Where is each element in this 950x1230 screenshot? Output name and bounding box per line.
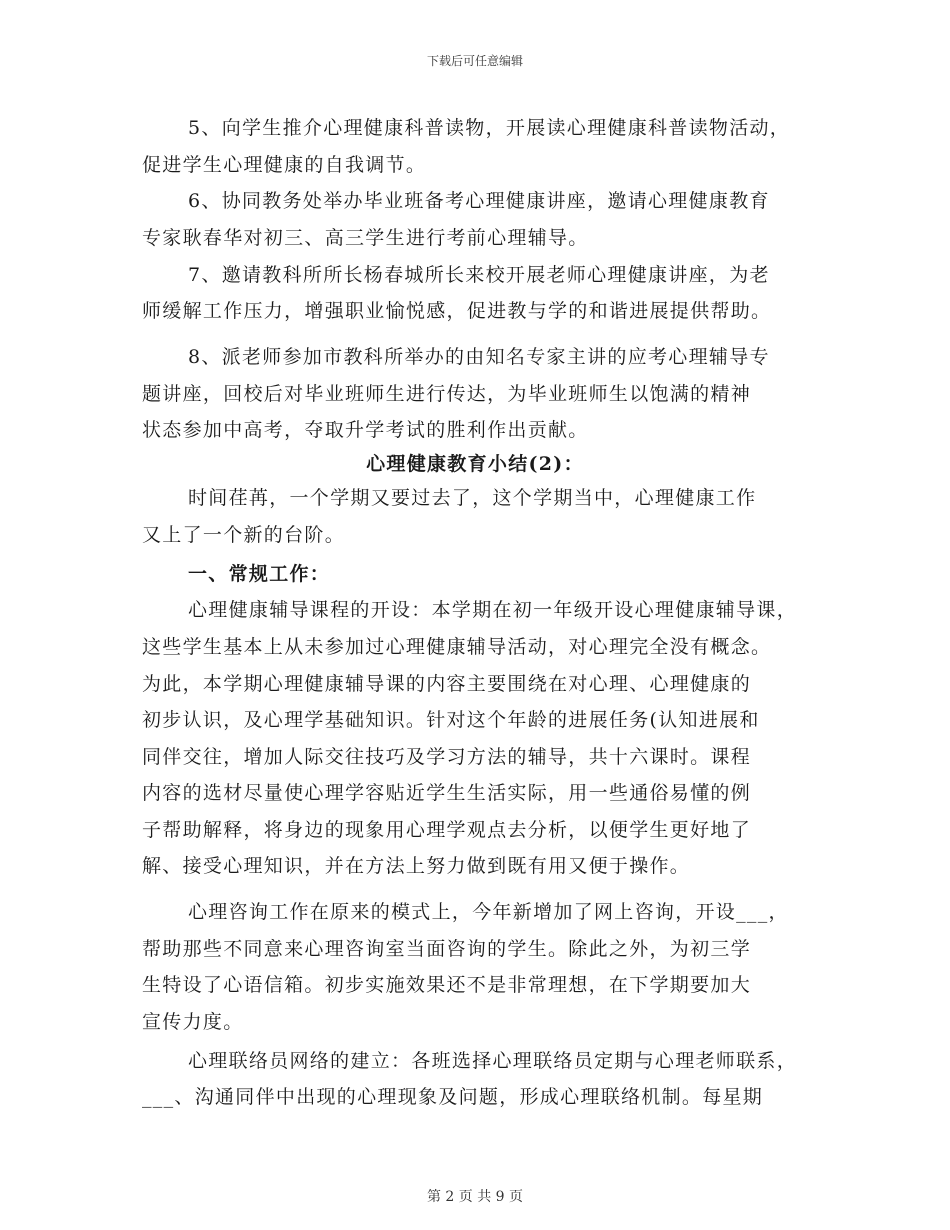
text-line: 又上了一个新的台阶。 <box>142 524 346 546</box>
section-title: 心理健康教育小结(2)： <box>366 453 584 475</box>
text-line: 这些学生基本上从未参加过心理健康辅导活动，对心理完全没有概念。 <box>142 636 772 658</box>
text-line: 帮助那些不同意来心理咨询室当面咨询的学生。除此之外，为初三学 <box>142 938 752 960</box>
text-line: 促进学生心理健康的自我调节。 <box>142 154 427 176</box>
text-line: 初步认识，及心理学基础知识。针对这个年龄的进展任务(认知进展和 <box>142 709 760 731</box>
text-line: 6、协同教务处举办毕业班备考心理健康讲座，邀请心理健康教育 <box>188 190 770 212</box>
text-line: 状态参加中高考，夺取升学考试的胜利作出贡献。 <box>142 419 589 441</box>
page-footer: 第 2 页 共 9 页 <box>426 1189 524 1205</box>
text-line: 师缓解工作压力，增强职业愉悦感，促进教与学的和谐进展提供帮助。 <box>142 300 772 322</box>
text-line: 宣传力度。 <box>142 1011 244 1033</box>
text-line: 题讲座，回校后对毕业班师生进行传达，为毕业班师生以饱满的精神 <box>142 383 752 405</box>
text-line: 为此，本学期心理健康辅导课的内容主要围绕在对心理、心理健康的 <box>142 673 752 695</box>
text-line: 心理联络员网络的建立：各班选择心理联络员定期与心理老师联系， <box>188 1050 798 1072</box>
text-line: 同伴交往，增加人际交往技巧及学习方法的辅导，共十六课时。课程 <box>142 746 752 768</box>
text-line: 专家耿春华对初三、高三学生进行考前心理辅导。 <box>142 227 589 249</box>
text-line: ___、沟通同伴中出现的心理现象及问题，形成心理联络机制。每星期 <box>142 1086 764 1108</box>
text-line: 子帮助解释，将身边的现象用心理学观点去分析，以便学生更好地了 <box>142 819 752 841</box>
text-line: 心理咨询工作在原来的模式上，今年新增加了网上咨询，开设___， <box>188 901 789 923</box>
text-line: 解、接受心理知识，并在方法上努力做到既有用又便于操作。 <box>142 855 691 877</box>
text-line: 7、邀请教科所所长杨春城所长来校开展老师心理健康讲座，为老 <box>188 264 770 286</box>
subheading: 一、常规工作： <box>188 563 331 585</box>
text-line: 心理健康辅导课程的开设：本学期在初一年级开设心理健康辅导课， <box>188 599 798 621</box>
page-header: 下载后可任意编辑 <box>426 54 523 68</box>
text-line: 生特设了心语信箱。初步实施效果还不是非常理想，在下学期要加大 <box>142 974 752 996</box>
text-line: 5、向学生推介心理健康科普读物，开展读心理健康科普读物活动， <box>188 117 791 139</box>
text-line: 内容的选材尽量使心理学容贴近学生生活实际，用一些通俗易懂的例 <box>142 782 752 804</box>
text-line: 时间荏苒，一个学期又要过去了，这个学期当中，心理健康工作 <box>188 487 757 509</box>
text-line: 8、派老师参加市教科所举办的由知名专家主讲的应考心理辅导专 <box>188 346 770 368</box>
